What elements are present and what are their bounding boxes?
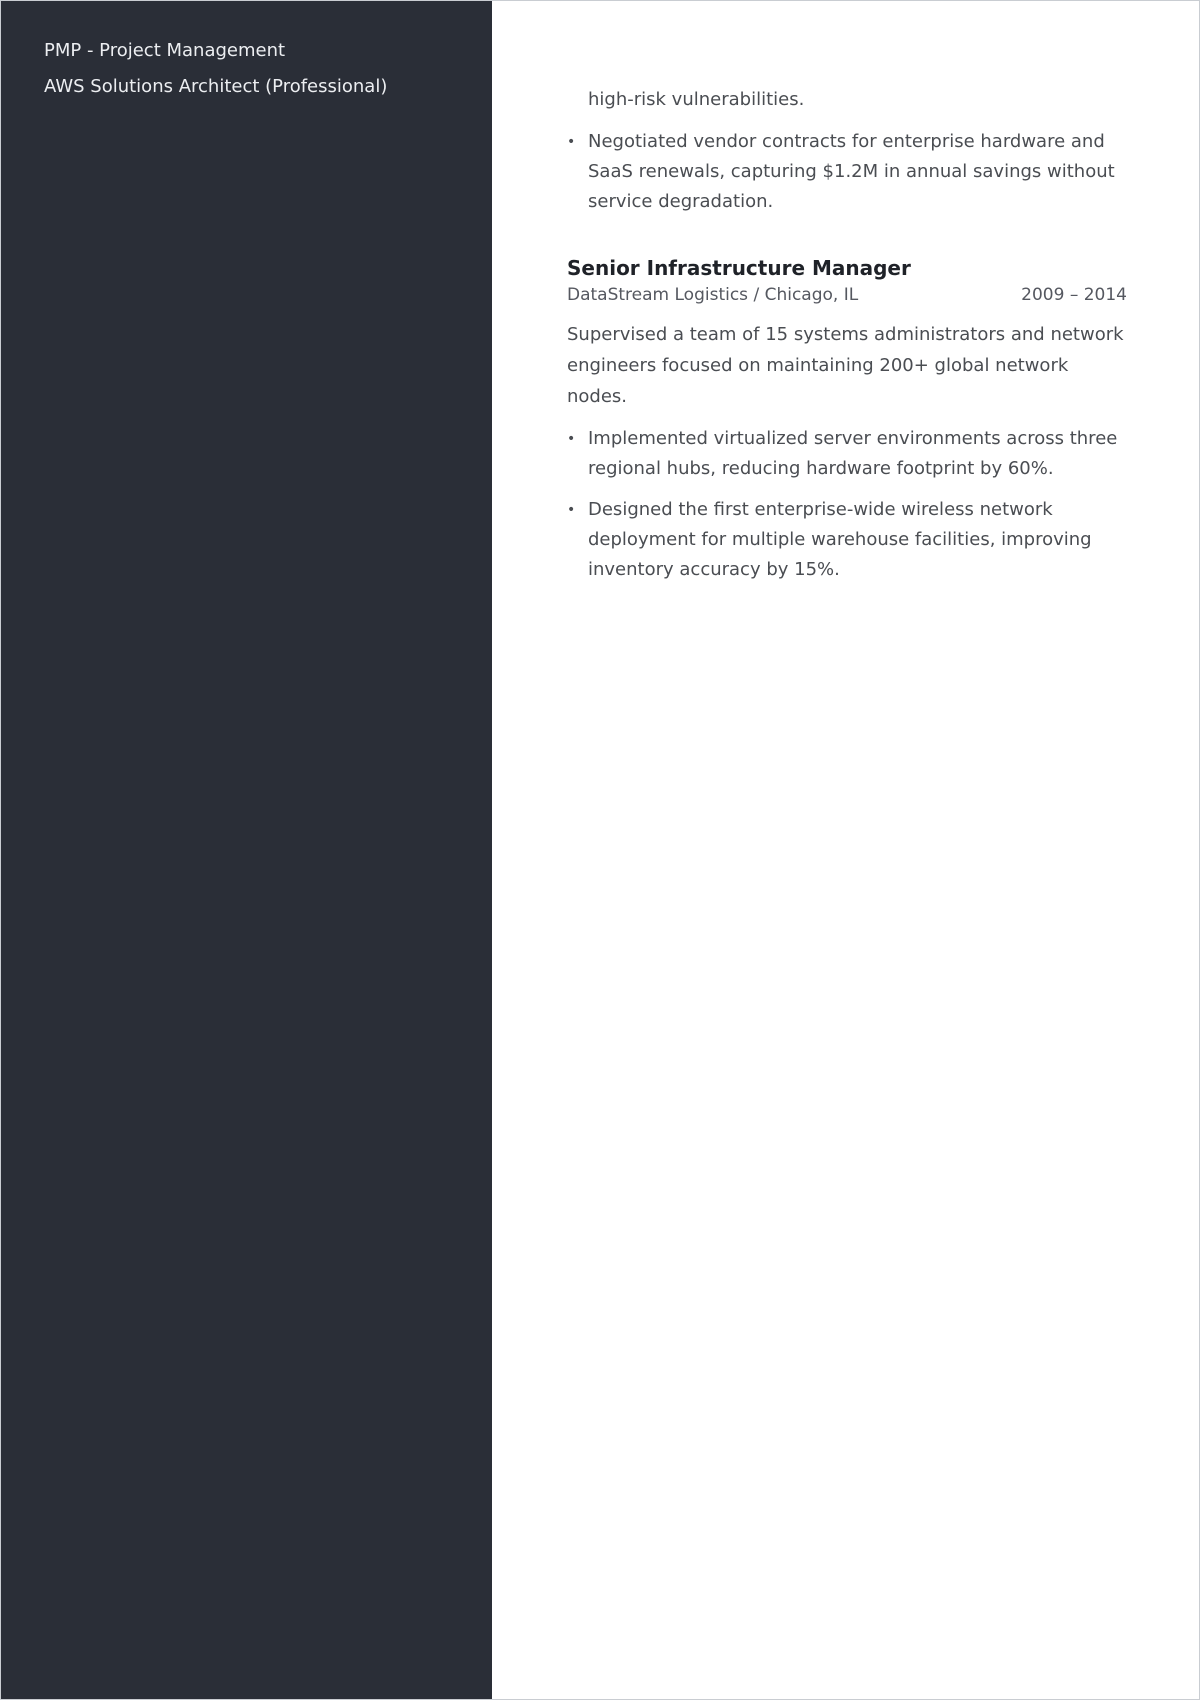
job-dates: 2009 – 2014 xyxy=(1021,285,1127,305)
bullet-text: high-risk vulnerabilities. xyxy=(588,89,805,110)
bullet-dot-icon: • xyxy=(567,431,576,447)
bullet-dot-icon: • xyxy=(567,502,576,518)
job-entry xyxy=(567,253,1127,596)
certification-item: PMP - Project Management xyxy=(44,40,286,61)
job-meta xyxy=(567,283,1127,307)
bullet-dot-icon: • xyxy=(567,134,576,150)
job-summary: Supervised a team of 15 systems administrators and network engineers focused on maintaining 200+ global network nodes. xyxy=(567,324,1124,407)
job-company-location: DataStream Logistics / Chicago, IL xyxy=(567,285,859,305)
certifications-list xyxy=(44,39,387,111)
bullet-item xyxy=(567,424,1127,484)
certification-item: AWS Solutions Architect (Professional) xyxy=(44,76,388,97)
bullet-text: Negotiated vendor contracts for enterprise hardware and SaaS renewals, capturing $1.2M in annual savings without service degradation. xyxy=(588,131,1115,212)
bullet-text: Implemented virtualized server environments across three regional hubs, reducing hardware footprint by 60%. xyxy=(588,428,1118,479)
bullet-item xyxy=(567,127,1127,217)
bullet-text: Designed the first enterprise-wide wireless network deployment for multiple warehouse facilities, improving inventory accuracy by 15%. xyxy=(588,499,1092,580)
sidebar xyxy=(1,1,492,1699)
job-title: Senior Infrastructure Manager xyxy=(567,256,911,280)
bullet-item-continued xyxy=(567,85,1127,115)
previous-job-bullets xyxy=(567,85,1127,229)
job-bullets xyxy=(567,424,1127,585)
bullet-item xyxy=(567,495,1127,585)
